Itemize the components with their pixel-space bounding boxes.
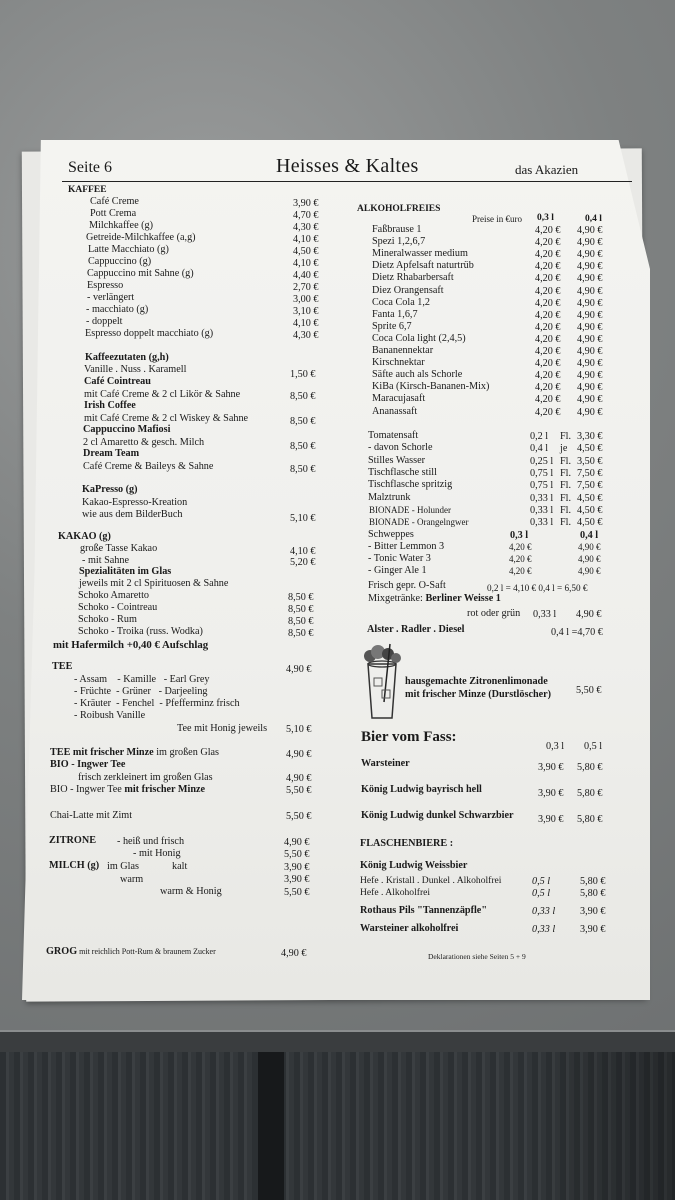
osaft: Frisch gepr. O-Saft xyxy=(368,580,446,591)
flasche-item-size: 0,5 l xyxy=(532,888,551,899)
mix-variant: rot oder grün xyxy=(467,608,521,619)
misc-item-unit: Fl. xyxy=(560,517,572,529)
alk-item-name: Fanta 1,6,7 xyxy=(372,308,418,320)
alster: Alster . Radler . Diesel xyxy=(367,624,465,635)
bier-item-price-03: 3,90 € xyxy=(538,788,564,799)
alk-item-price-04: 4,90 € xyxy=(577,249,603,261)
tee-minze-price: 4,90 € xyxy=(286,749,312,760)
kakao-tasse: große Tasse Kakao xyxy=(80,543,158,554)
flasche-item-price: 5,80 € xyxy=(580,876,606,887)
schweppes-col2: 0,4 l xyxy=(580,530,599,541)
zutaten-desc: Vanille . Nuss . Karamell xyxy=(84,364,187,375)
spez-item-name: Schoko - Troika (russ. Wodka) xyxy=(78,626,203,637)
alk-item-price-03: 4,20 € xyxy=(535,333,561,345)
spez-item-name: Schoko Amaretto xyxy=(78,590,150,601)
tee-sort-line: - Früchte - Grüner - Darjeeling xyxy=(74,686,208,697)
flasche-item-price: 3,90 € xyxy=(580,924,606,935)
schweppes-item-price-04: 4,90 € xyxy=(578,566,601,576)
ingwer-minze-price: 5,50 € xyxy=(286,785,312,796)
tee-sort-line: - Assam - Kamille - Earl Grey xyxy=(74,674,210,685)
irish-desc: mit Café Creme & 2 cl Wiskey & Sahne xyxy=(84,413,249,424)
milch-heading: MILCH (g) xyxy=(49,860,100,871)
tee-honig: Tee mit Honig jeweils xyxy=(177,723,268,734)
mixgetraenke xyxy=(368,593,501,605)
alk-item-price-04: 4,90 € xyxy=(577,225,603,236)
alk-item-price-04: 4,90 € xyxy=(577,370,603,382)
alster-price: 0,4 l =4,70 € xyxy=(551,627,603,638)
alk-item-price-04: 4,90 € xyxy=(577,346,603,357)
zitrone-honig-price: 5,50 € xyxy=(284,849,310,860)
misc-item-price: 7,50 € xyxy=(577,480,603,492)
alk-item-price-03: 4,20 € xyxy=(535,285,561,297)
flasche-item-name: Rothaus Pils "Tannenzäpfle" xyxy=(360,905,487,916)
flasche-item-name: Hefe . Alkoholfrei xyxy=(360,887,431,898)
alk-item-price-04: 4,90 € xyxy=(577,273,603,285)
misc-item-price: 3,50 € xyxy=(577,455,603,467)
kaffee-item-price: 4,70 € xyxy=(293,210,319,221)
irish-price: 8,50 € xyxy=(290,416,316,427)
misc-item-name: Tomatensaft xyxy=(368,430,419,441)
alk-item-price-03: 4,20 € xyxy=(535,406,561,418)
alk-item-name: Dietz Apfelsaft naturtrüb xyxy=(372,260,474,272)
schweppes-item-price-04: 4,90 € xyxy=(578,554,601,564)
kaffee-heading: KAFFEE xyxy=(68,185,107,195)
milch-warm-price: 3,90 € xyxy=(284,874,310,885)
zutaten-price: 1,50 € xyxy=(290,369,316,380)
alk-item-price-03: 4,20 € xyxy=(535,261,561,273)
floor-background xyxy=(0,1052,675,1200)
schweppes-col1: 0,3 l xyxy=(510,530,529,541)
misc-item-unit: Fl. xyxy=(560,455,572,467)
alk-item-name: Mineralwasser medium xyxy=(372,248,468,260)
kaffee-item-price: 4,10 € xyxy=(293,258,319,269)
kapresso-price: 5,10 € xyxy=(290,513,316,524)
cointreau-heading: Café Cointreau xyxy=(84,376,151,387)
kakao-heading: KAKAO (g) xyxy=(58,531,111,542)
kaffee-item-name: Espresso doppelt macchiato (g) xyxy=(85,328,214,339)
alk-item-name: Spezi 1,2,6,7 xyxy=(372,236,426,248)
misc-item-price: 4,50 € xyxy=(577,492,603,504)
alk-item-name: Coca Cola light (2,4,5) xyxy=(372,332,466,344)
limo-line1: hausgemachte Zitronenlimonade xyxy=(405,676,548,687)
kaffee-item-price: 3,90 € xyxy=(293,198,319,209)
alk-item-price-04: 4,90 € xyxy=(577,382,603,394)
tee-minze-bold: TEE mit frischer Minze xyxy=(50,747,154,758)
col-04: 0,4 l xyxy=(585,214,602,224)
alk-item-price-03: 4,20 € xyxy=(535,249,561,261)
milch-honig: warm & Honig xyxy=(160,886,222,897)
misc-item-price: 4,50 € xyxy=(577,504,603,516)
grog xyxy=(46,946,216,958)
flasche-item-size: 0,5 l xyxy=(532,876,551,887)
tee-sort-line: - Kräuter - Fenchel - Pfefferminz frisch xyxy=(74,698,240,709)
alk-item-price-03: 4,20 € xyxy=(535,394,561,406)
dream-price: 8,50 € xyxy=(290,464,316,475)
alk-item-price-03: 4,20 € xyxy=(535,346,561,357)
mafiosi-desc: 2 cl Amaretto & gesch. Milch xyxy=(83,437,205,448)
misc-item-size: 0,33 l xyxy=(530,517,554,529)
milch-honig-price: 5,50 € xyxy=(284,887,310,898)
bier-heading: Bier vom Fass: xyxy=(361,729,457,745)
kaffee-item-price: 4,10 € xyxy=(293,234,319,245)
mix-price: 4,90 € xyxy=(576,609,602,620)
alk-item-price-03: 4,20 € xyxy=(535,321,561,333)
alk-item-name: Maracujasaft xyxy=(372,393,426,405)
kaffee-item-name: - macchiato (g) xyxy=(86,304,149,315)
mafiosi-heading: Cappuccino Mafiosi xyxy=(83,424,171,435)
alk-item-price-03: 4,20 € xyxy=(535,382,561,394)
weissbier-heading: König Ludwig Weissbier xyxy=(360,860,468,871)
page-number: Seite 6 xyxy=(68,159,112,176)
tee-honig-price: 5,10 € xyxy=(286,724,312,735)
ingwer-price: 4,90 € xyxy=(286,773,312,784)
alk-item-price-04: 4,90 € xyxy=(577,333,603,345)
spez-item-price: 8,50 € xyxy=(288,604,314,615)
milch-kalt-price: 3,90 € xyxy=(284,862,310,873)
kaffee-item-name: - verlängert xyxy=(87,292,135,303)
bier-item-name: Warsteiner xyxy=(361,758,410,769)
hafermilch-note: mit Hafermilch +0,40 € Aufschlag xyxy=(53,639,209,651)
misc-item-size: 0,2 l xyxy=(530,431,549,442)
flasche-item-name: Warsteiner alkoholfrei xyxy=(360,923,459,934)
tee-minze-rest: im großen Glas xyxy=(153,747,220,758)
kakao-sahne: - mit Sahne xyxy=(82,555,129,566)
schweppes-item-price-03: 4,20 € xyxy=(509,554,532,564)
spez-item-price: 8,50 € xyxy=(288,628,314,639)
misc-item-size: 0,33 l xyxy=(530,492,554,504)
flasche-item-size: 0,33 l xyxy=(532,924,556,935)
alk-item-price-03: 4,20 € xyxy=(535,297,561,309)
bier-item-name: König Ludwig bayrisch hell xyxy=(361,784,482,795)
irish-heading: Irish Coffee xyxy=(84,400,136,411)
brand-name: das Akazien xyxy=(515,162,579,177)
alk-item-name: Ananassaft xyxy=(372,405,418,417)
alk-item-price-03: 4,20 € xyxy=(535,225,561,236)
alk-item-name: KiBa (Kirsch-Bananen-Mix) xyxy=(372,381,490,393)
misc-item-size: 0,75 l xyxy=(530,480,554,492)
kapresso-desc2: wie aus dem BilderBuch xyxy=(82,509,183,520)
kaffee-item-name: Milchkaffee (g) xyxy=(89,220,154,231)
alk-item-price-04: 4,90 € xyxy=(577,237,603,249)
chai-latte: Chai-Latte mit Zimt xyxy=(50,810,133,821)
zitrone-heading: ZITRONE xyxy=(49,835,96,846)
misc-item-name: Malztrunk xyxy=(368,491,411,503)
zitrone-desc: - heiß und frisch xyxy=(117,836,185,847)
osaft-prices: 0,2 l = 4,10 € 0,4 l = 6,50 € xyxy=(487,583,588,593)
spez-desc: jeweils mit 2 cl Spirituosen & Sahne xyxy=(79,578,229,589)
zitrone-honig: - mit Honig xyxy=(133,848,181,859)
kaffee-item-price: 3,00 € xyxy=(293,294,319,305)
misc-item-price: 3,30 € xyxy=(577,431,603,442)
spez-item-price: 8,50 € xyxy=(288,592,314,603)
page-title: Heisses & Kaltes xyxy=(276,155,419,177)
alk-item-price-04: 4,90 € xyxy=(577,297,603,309)
alk-item-price-04: 4,90 € xyxy=(577,321,603,333)
table-edge xyxy=(0,1030,675,1052)
ingwer-minze xyxy=(50,784,205,796)
misc-item-name: BIONADE - Holunder xyxy=(369,504,451,515)
alk-item-name: Faßbrause 1 xyxy=(372,224,422,235)
spez-heading: Spezialitäten im Glas xyxy=(79,566,172,577)
misc-item-size: 0,75 l xyxy=(530,467,554,479)
zitrone-price: 4,90 € xyxy=(284,837,310,848)
bier-col2: 0,5 l xyxy=(584,741,603,752)
flasche-item-price: 3,90 € xyxy=(580,906,606,917)
kaffee-item-price: 4,30 € xyxy=(293,330,319,341)
kaffee-item-name: Espresso xyxy=(87,280,124,291)
alk-item-price-04: 4,90 € xyxy=(577,406,603,418)
kaffee-item-price: 4,30 € xyxy=(293,222,319,233)
alk-item-name: Diez Orangensaft xyxy=(372,284,444,296)
kaffee-item-name: Café Creme xyxy=(90,196,139,207)
kaffee-item-name: Getreide-Milchkaffee (a,g) xyxy=(86,232,196,243)
grog-desc: mit reichlich Pott-Rum & braunem Zucker xyxy=(77,947,216,956)
alk-item-price-04: 4,90 € xyxy=(577,394,603,406)
alk-item-name: Sprite 6,7 xyxy=(372,320,412,332)
milch-im-glas: im Glas xyxy=(107,861,139,872)
deklaration-note: Deklarationen siehe Seiten 5 + 9 xyxy=(428,952,526,961)
kaffee-item-price: 4,40 € xyxy=(293,270,319,281)
misc-item-name: BIONADE - Orangelngwer xyxy=(369,517,469,528)
kaffee-item-price: 2,70 € xyxy=(293,282,319,293)
misc-item-unit: Fl. xyxy=(560,431,572,442)
alk-item-name: Kirschnektar xyxy=(372,357,425,369)
schweppes-item-price-03: 4,20 € xyxy=(509,566,532,576)
bier-item-name: König Ludwig dunkel Schwarzbier xyxy=(361,810,514,821)
col-03: 0,3 l xyxy=(537,213,554,223)
cointreau-price: 8,50 € xyxy=(290,391,316,402)
misc-item-price: 7,50 € xyxy=(577,467,603,479)
alk-item-price-04: 4,90 € xyxy=(577,285,603,297)
alk-item-price-03: 4,20 € xyxy=(535,370,561,382)
kakao-sahne-price: 5,20 € xyxy=(290,557,316,568)
schweppes-item-name: - Tonic Water 3 xyxy=(368,553,431,564)
flasche-item-name: Hefe . Kristall . Dunkel . Alkoholfrei xyxy=(360,875,502,886)
alk-item-name: Säfte auch als Schorle xyxy=(372,369,463,381)
cointreau-desc: mit Café Creme & 2 cl Likör & Sahne xyxy=(84,389,241,400)
ingwer-desc: frisch zerkleinert im großen Glas xyxy=(78,772,213,783)
alk-item-name: Bananennektar xyxy=(372,345,434,356)
dream-heading: Dream Team xyxy=(83,448,140,459)
spez-item-name: Schoko - Rum xyxy=(78,614,137,625)
preise-label: Preise in €uro xyxy=(472,214,522,224)
misc-item-price: 4,50 € xyxy=(577,517,603,529)
lemonade-glass-icon xyxy=(356,642,408,722)
tee-price: 4,90 € xyxy=(286,664,312,675)
mix-size: 0,33 l xyxy=(533,609,557,620)
schweppes-item-name: - Ginger Ale 1 xyxy=(368,565,427,576)
schweppes-item-name: - Bitter Lemmon 3 xyxy=(368,541,445,552)
header-rule xyxy=(62,181,632,182)
kaffee-item-name: - doppelt xyxy=(86,316,123,327)
kapresso-desc1: Kakao-Espresso-Kreation xyxy=(82,497,188,508)
misc-item-unit: Fl. xyxy=(560,492,572,504)
misc-item-size: 0,4 l xyxy=(530,443,549,455)
kaffee-item-name: Cappuccino mit Sahne (g) xyxy=(87,268,194,279)
alk-item-price-03: 4,20 € xyxy=(535,358,561,370)
alk-item-price-03: 4,20 € xyxy=(535,273,561,285)
misc-item-unit: Fl. xyxy=(560,467,572,479)
limo-line2: mit frischer Minze (Durstlöscher) xyxy=(405,689,552,700)
kaffee-item-price: 4,50 € xyxy=(293,246,319,257)
misc-item-name: Stilles Wasser xyxy=(368,454,426,466)
misc-item-price: 4,50 € xyxy=(577,443,603,455)
alk-item-name: Dietz Rhabarbersaft xyxy=(372,272,454,284)
ingwer-minze-rest: BIO - Ingwer Tee xyxy=(50,784,125,795)
kaffee-item-name: Cappuccino (g) xyxy=(88,256,152,267)
bier-item-price-05: 5,80 € xyxy=(577,788,603,799)
floor-shadow xyxy=(520,1052,675,1200)
misc-item-size: 0,25 l xyxy=(530,455,554,467)
alk-item-price-03: 4,20 € xyxy=(535,237,561,249)
limo-price: 5,50 € xyxy=(576,685,602,696)
ingwer-heading: BIO - Ingwer Tee xyxy=(50,759,126,770)
milch-kalt: kalt xyxy=(172,861,188,872)
bier-col1: 0,3 l xyxy=(546,741,565,752)
misc-item-unit: Fl. xyxy=(560,480,572,492)
grog-bold: GROG xyxy=(46,946,78,957)
alk-item-price-03: 4,20 € xyxy=(535,309,561,321)
bier-item-price-05: 5,80 € xyxy=(577,762,603,773)
tee-sort-line: - Roibush Vanille xyxy=(74,710,146,721)
kaffee-item-price: 3,10 € xyxy=(293,306,319,317)
bier-item-price-03: 3,90 € xyxy=(538,762,564,773)
alk-item-name: Coca Cola 1,2 xyxy=(372,296,431,308)
misc-item-name: Tischflasche spritzig xyxy=(368,479,453,491)
bier-item-price-05: 5,80 € xyxy=(577,814,603,825)
mafiosi-price: 8,50 € xyxy=(290,441,316,452)
tee-heading: TEE xyxy=(52,661,73,672)
misc-item-unit: je xyxy=(560,443,568,455)
kakao-tasse-price: 4,10 € xyxy=(290,546,316,557)
misc-item-name: - davon Schorle xyxy=(368,442,433,454)
misc-item-name: Tischflasche still xyxy=(368,466,437,478)
dream-desc: Café Creme & Baileys & Sahne xyxy=(83,461,214,472)
alk-heading: ALKOHOLFREIES xyxy=(357,204,441,214)
alk-item-price-04: 4,90 € xyxy=(577,309,603,321)
kaffee-item-name: Pott Crema xyxy=(90,208,137,219)
flasche-item-price: 5,80 € xyxy=(580,888,606,899)
kapresso-heading: KaPresso (g) xyxy=(82,484,138,495)
kaffee-item-name: Latte Macchiato (g) xyxy=(88,244,169,255)
alk-item-price-04: 4,90 € xyxy=(577,358,603,370)
zutaten-heading: Kaffeezutaten (g,h) xyxy=(85,352,169,363)
schweppes-item-price-03: 4,20 € xyxy=(509,542,532,552)
chai-price: 5,50 € xyxy=(286,811,312,822)
flaschen-heading: FLASCHENBIERE : xyxy=(360,838,454,849)
bier-item-price-03: 3,90 € xyxy=(538,814,564,825)
schweppes-heading: Schweppes xyxy=(368,529,414,540)
kaffee-item-price: 4,10 € xyxy=(293,318,319,329)
spez-item-name: Schoko - Cointreau xyxy=(78,602,158,613)
misc-item-unit: Fl. xyxy=(560,504,572,516)
flasche-item-size: 0,33 l xyxy=(532,906,556,917)
jacket-zipper xyxy=(258,1052,284,1200)
spez-item-price: 8,50 € xyxy=(288,616,314,627)
schweppes-item-price-04: 4,90 € xyxy=(578,542,601,552)
mix-name: Berliner Weisse 1 xyxy=(425,593,501,604)
mix-label: Mixgetränke: xyxy=(368,593,426,604)
milch-warm: warm xyxy=(120,874,144,885)
misc-item-size: 0,33 l xyxy=(530,504,554,516)
grog-price: 4,90 € xyxy=(281,948,307,959)
alk-item-price-04: 4,90 € xyxy=(577,261,603,273)
ingwer-minze-bold: mit frischer Minze xyxy=(124,784,206,795)
tee-minze xyxy=(50,747,219,759)
